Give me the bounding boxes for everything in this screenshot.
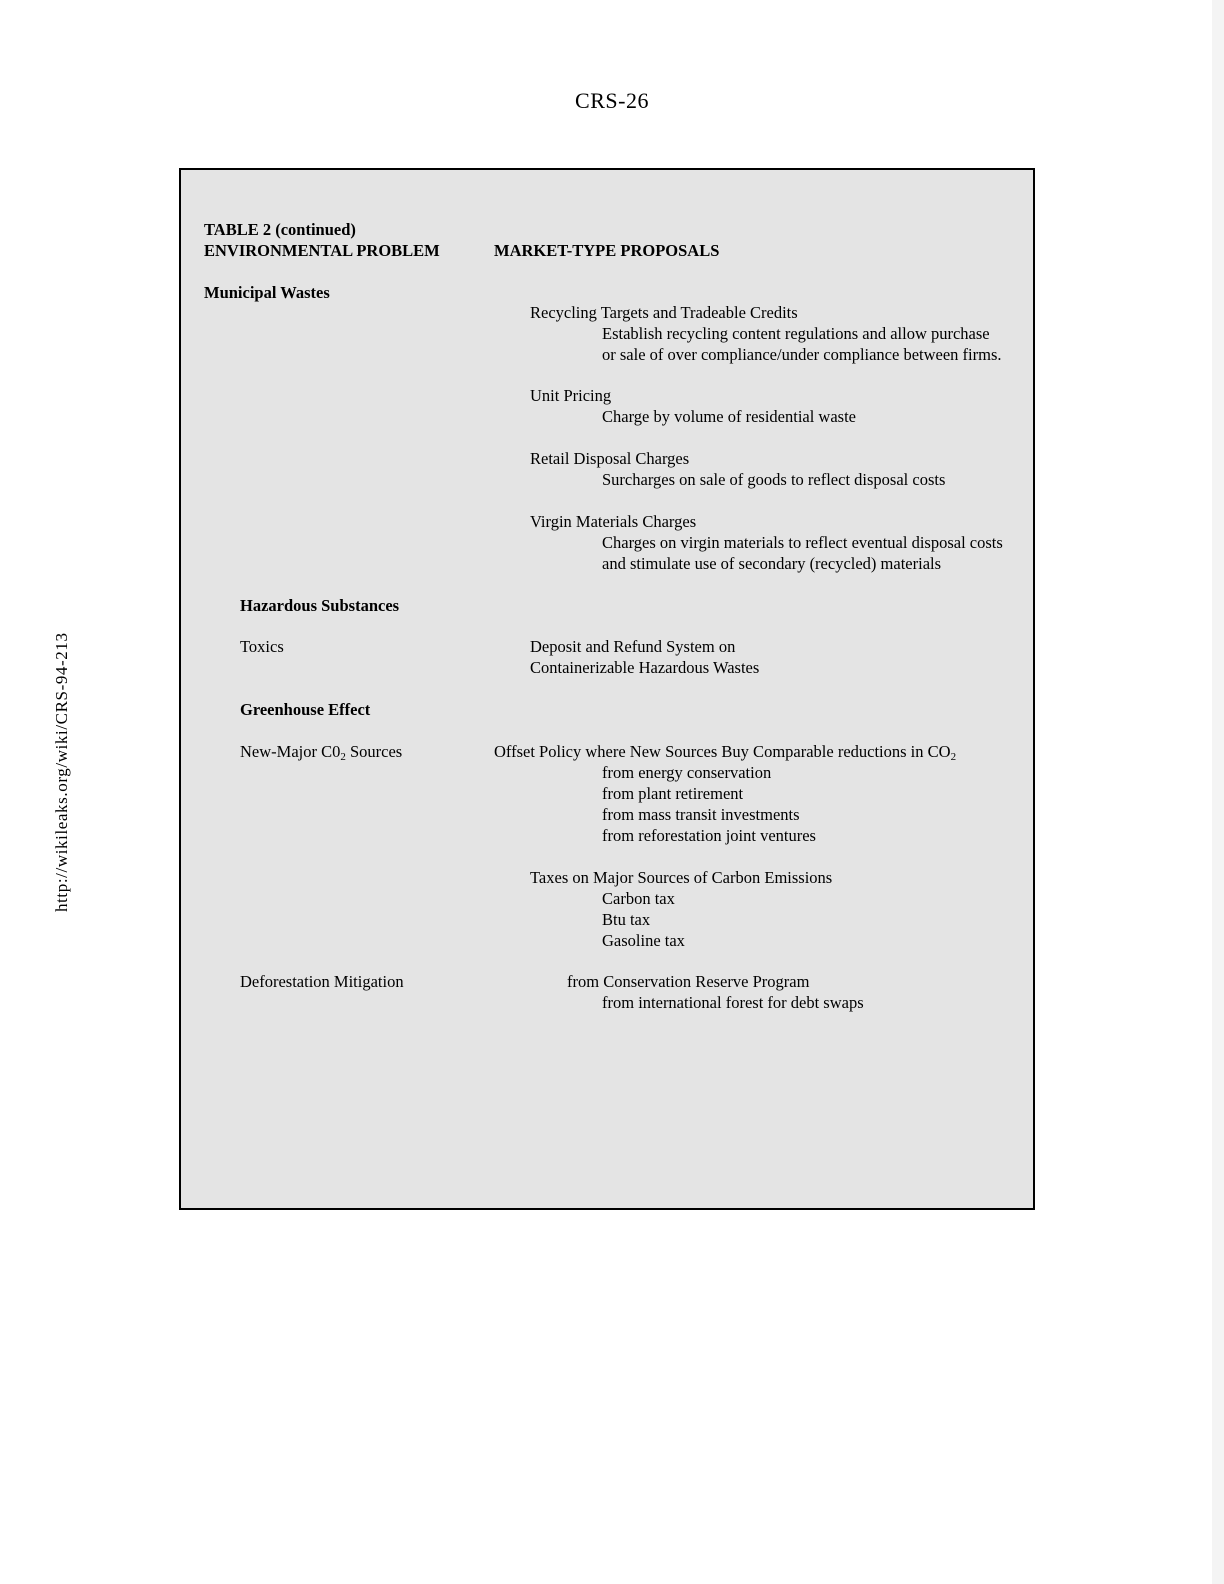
proposal-title: Taxes on Major Sources of Carbon Emissions [530, 868, 833, 887]
proposal-title: Recycling Targets and Tradeable Credits [530, 303, 798, 322]
proposal-desc: Establish recycling content regulations and allow purchase [602, 324, 990, 343]
proposal-title: Retail Disposal Charges [530, 449, 690, 468]
proposal-desc: from mass transit investments [602, 805, 800, 824]
table-caption: TABLE 2 (continued) [204, 220, 356, 239]
proposal-desc: from energy conservation [602, 763, 772, 782]
table-box [179, 168, 1035, 1210]
section-hazardous-substances: Hazardous Substances [240, 596, 400, 615]
proposal-title: Offset Policy where New Sources Buy Comparable reductions in CO [494, 742, 951, 761]
proposal-title: Virgin Materials Charges [530, 512, 697, 531]
proposal-desc: or sale of over compliance/under compliance between firms. [602, 345, 1002, 364]
page-number: CRS-26 [575, 88, 649, 113]
problem-text: New-Major C0 [240, 742, 341, 761]
proposal-title: Unit Pricing [530, 386, 612, 405]
proposal-desc: from Conservation Reserve Program [567, 972, 810, 991]
col-header-proposals: MARKET-TYPE PROPOSALS [494, 241, 720, 260]
proposal-desc: from international forest for debt swaps [602, 993, 864, 1012]
proposal-desc: Btu tax [602, 910, 651, 929]
proposal-desc: Surcharges on sale of goods to reflect disposal costs [602, 470, 946, 489]
problem-toxics: Toxics [240, 637, 284, 656]
subscript: 2 [950, 751, 957, 763]
side-url: http://wikileaks.org/wiki/CRS-94-213 [52, 632, 71, 912]
proposal-desc: from plant retirement [602, 784, 744, 803]
problem-deforestation: Deforestation Mitigation [240, 972, 404, 991]
section-greenhouse-effect: Greenhouse Effect [240, 700, 371, 719]
subscript: 2 [340, 751, 346, 763]
proposal-offset-policy [494, 741, 956, 762]
proposal-desc: Charge by volume of residential waste [602, 407, 857, 426]
page-edge [1212, 0, 1224, 1584]
proposal-title: Containerizable Hazardous Wastes [530, 658, 760, 677]
col-header-problem: ENVIRONMENTAL PROBLEM [204, 241, 440, 260]
proposal-desc: from reforestation joint ventures [602, 826, 816, 845]
proposal-desc: Carbon tax [602, 889, 675, 908]
proposal-desc: Charges on virgin materials to reflect eventual disposal costs [602, 533, 1003, 552]
problem-new-major-co2 [240, 741, 402, 762]
proposal-desc: and stimulate use of secondary (recycled) materials [602, 554, 942, 573]
proposal-title: Deposit and Refund System on [530, 637, 736, 656]
proposal-desc: Gasoline tax [602, 931, 685, 950]
problem-text: Sources [345, 742, 403, 761]
section-municipal-wastes: Municipal Wastes [204, 283, 330, 302]
